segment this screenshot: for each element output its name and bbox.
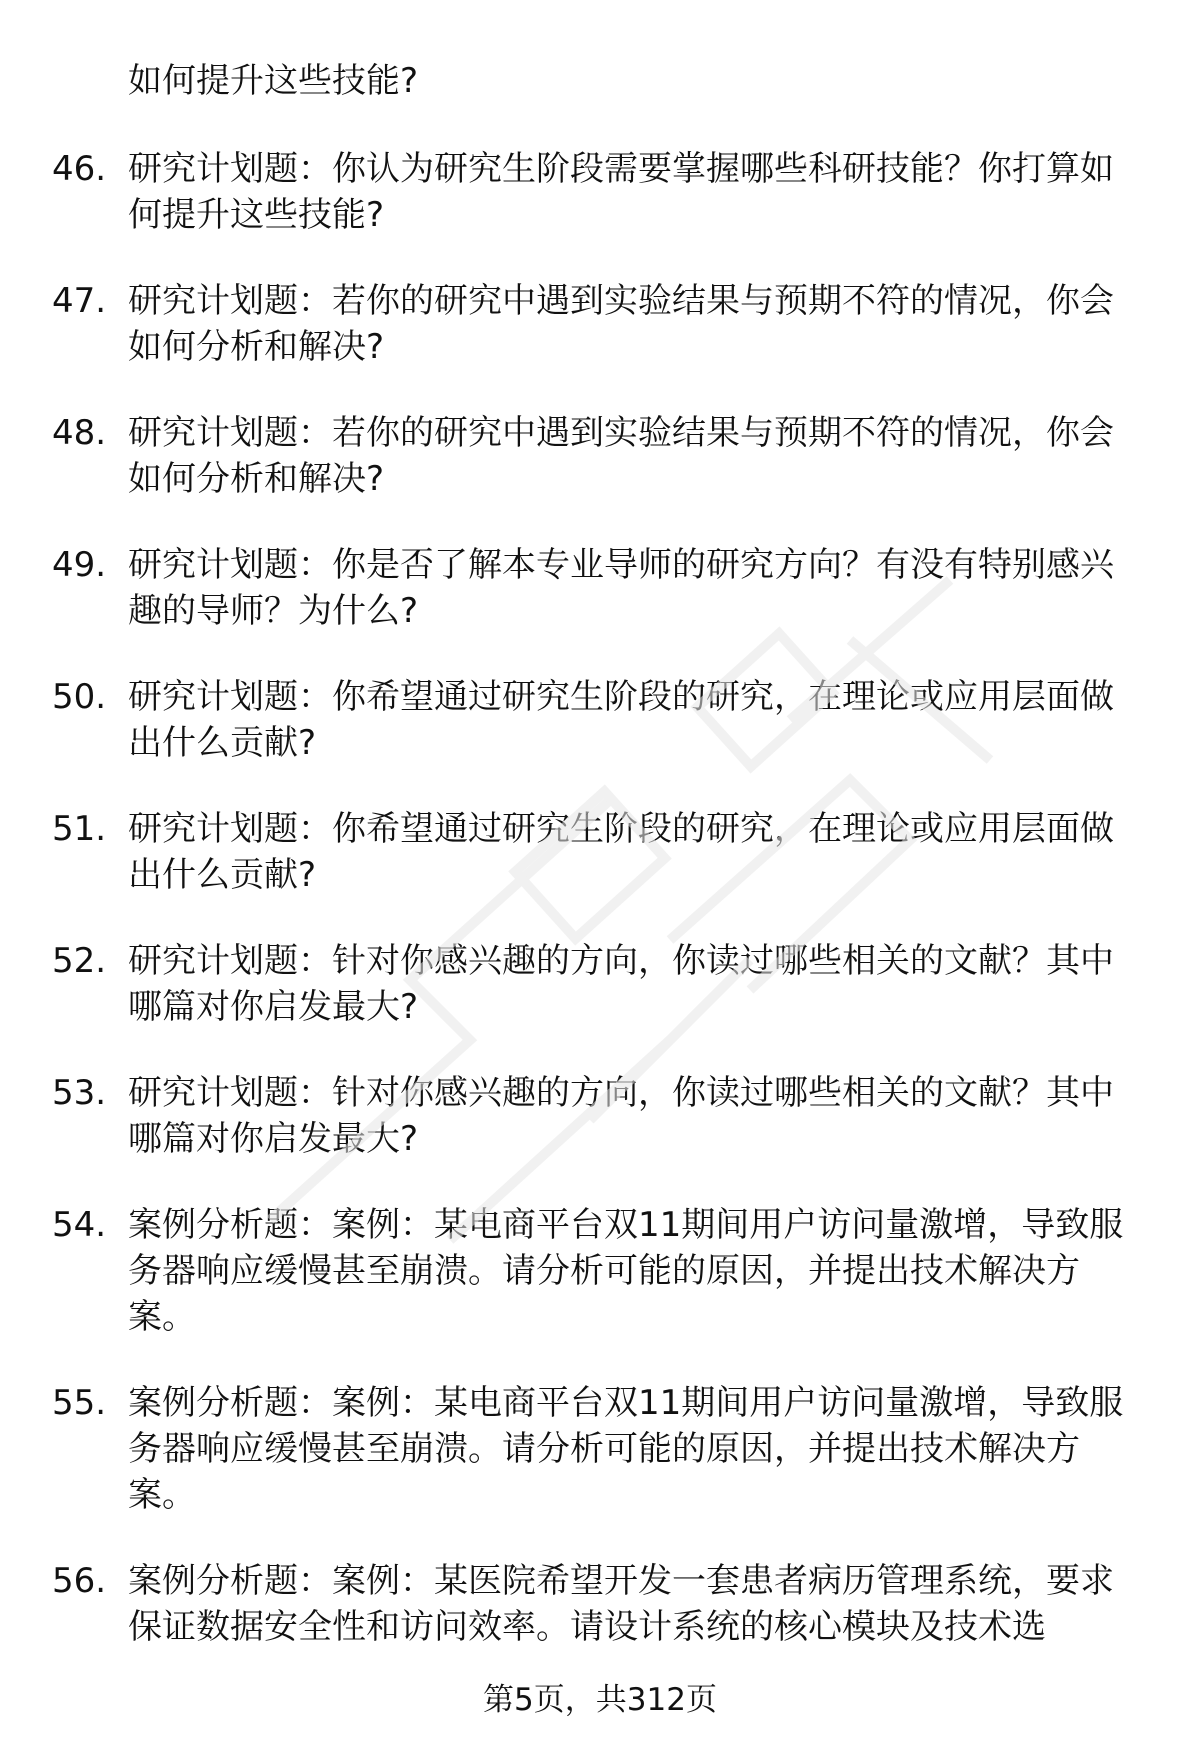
question-number: 46.	[52, 149, 107, 189]
question-number: 49.	[52, 545, 107, 585]
question-item	[0, 1380, 1200, 1558]
question-text: 案例分析题：案例：某电商平台双11期间用户访问量激增，导致服务器响应缓慢甚至崩溃。请分析可能的原因，并提出技术解决方案。	[128, 1205, 1124, 1337]
continuation-line: 如何提升这些技能?	[128, 61, 419, 101]
question-text: 案例分析题：案例：某电商平台双11期间用户访问量激增，导致服务器响应缓慢甚至崩溃。请分析可能的原因，并提出技术解决方案。	[128, 1383, 1124, 1515]
question-list	[0, 146, 1200, 1690]
question-text: 研究计划题：你希望通过研究生阶段的研究，在理论或应用层面做出什么贡献?	[128, 809, 1114, 895]
question-number: 51.	[52, 809, 107, 849]
question-text: 研究计划题：若你的研究中遇到实验结果与预期不符的情况，你会如何分析和解决?	[128, 281, 1114, 367]
question-item	[0, 542, 1200, 674]
question-number: 50.	[52, 677, 107, 717]
question-item	[0, 806, 1200, 938]
question-number: 56.	[52, 1561, 107, 1601]
question-item	[0, 1558, 1200, 1690]
question-item	[0, 146, 1200, 278]
question-item	[0, 1070, 1200, 1202]
question-text: 研究计划题：你希望通过研究生阶段的研究，在理论或应用层面做出什么贡献?	[128, 677, 1114, 763]
question-number: 55.	[52, 1383, 107, 1423]
question-number: 54.	[52, 1205, 107, 1245]
question-item	[0, 278, 1200, 410]
question-text: 研究计划题：你认为研究生阶段需要掌握哪些科研技能？你打算如何提升这些技能?	[128, 149, 1114, 235]
question-number: 47.	[52, 281, 107, 321]
question-item	[0, 674, 1200, 806]
question-item	[0, 938, 1200, 1070]
question-text: 研究计划题：若你的研究中遇到实验结果与预期不符的情况，你会如何分析和解决?	[128, 413, 1114, 499]
question-text: 研究计划题：针对你感兴趣的方向，你读过哪些相关的文献？其中哪篇对你启发最大?	[128, 1073, 1114, 1159]
question-text: 研究计划题：针对你感兴趣的方向，你读过哪些相关的文献？其中哪篇对你启发最大?	[128, 941, 1114, 1027]
question-item	[0, 1202, 1200, 1380]
question-text: 案例分析题：案例：某医院希望开发一套患者病历管理系统，要求保证数据安全性和访问效率。请设计系统的核心模块及技术选	[128, 1561, 1114, 1647]
question-item	[0, 410, 1200, 542]
question-number: 53.	[52, 1073, 107, 1113]
question-text: 研究计划题：你是否了解本专业导师的研究方向？有没有特别感兴趣的导师？为什么?	[128, 545, 1114, 631]
page-footer: 第5页，共312页	[483, 1682, 717, 1718]
question-number: 48.	[52, 413, 107, 453]
question-number: 52.	[52, 941, 107, 981]
